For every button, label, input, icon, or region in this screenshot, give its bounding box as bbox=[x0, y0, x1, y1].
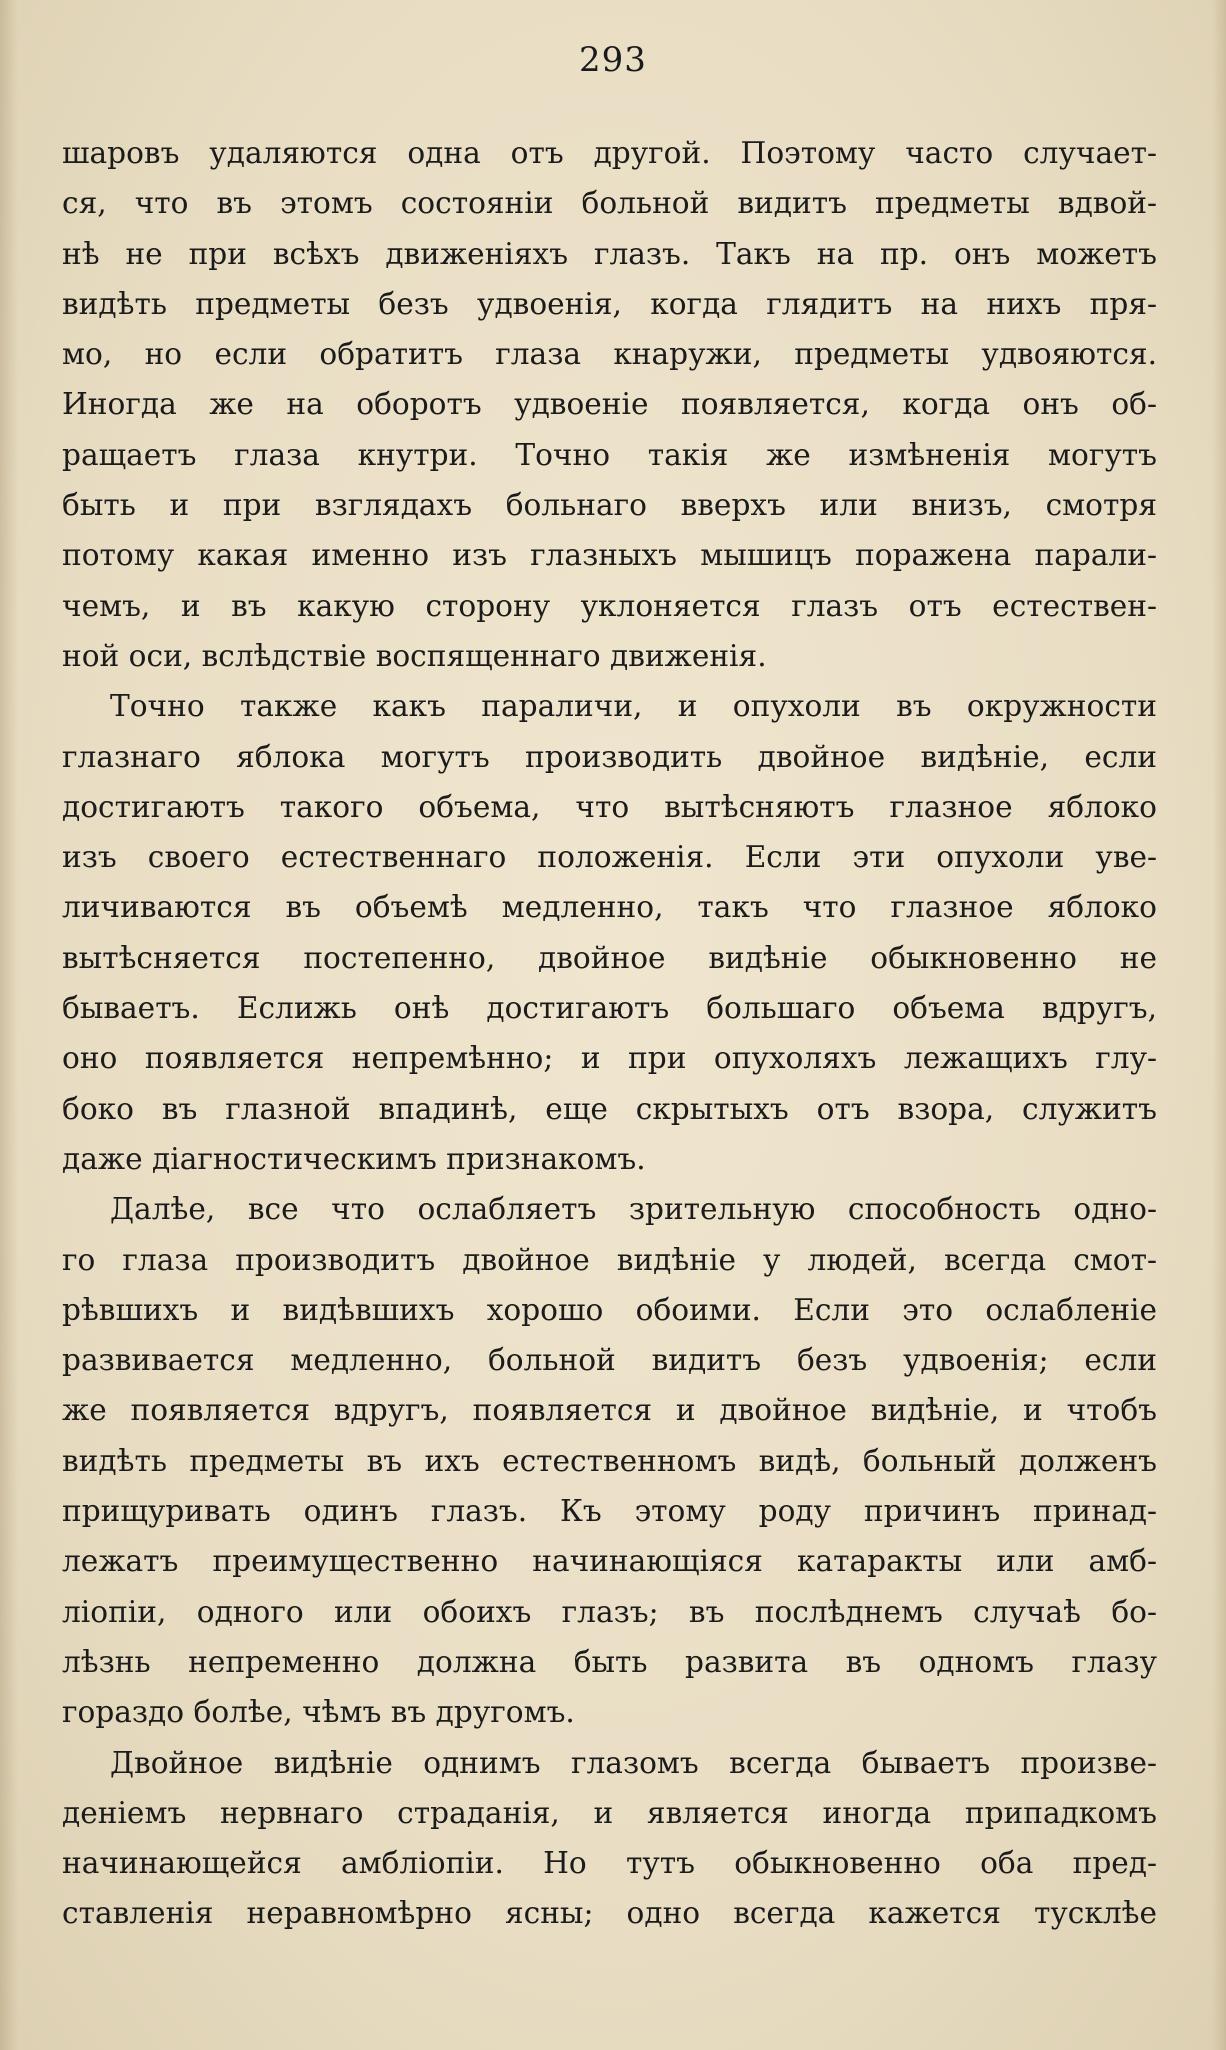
text-line: начинающейся амбліопіи. Но тутъ обыкновенно оба пред- bbox=[62, 1846, 1157, 1881]
text-line: оно появляется непремѣнно; и при опухоляхъ лежащихъ глу- bbox=[62, 1041, 1157, 1076]
text-line: Точно также какъ параличи, и опухоли въ окружности bbox=[110, 689, 1157, 724]
text-line: даже діагностическимъ признакомъ. bbox=[62, 1141, 646, 1176]
text-line: чемъ, и въ какую сторону уклоняется глазъ отъ естествен- bbox=[62, 588, 1157, 623]
page-edge-shadow bbox=[1212, 0, 1226, 2050]
text-line: лѣзнь непременно должна быть развита въ одномъ глазу bbox=[62, 1644, 1157, 1679]
text-line: Двойное видѣніе однимъ глазомъ всегда бываетъ произве- bbox=[110, 1745, 1157, 1780]
text-line: личиваются въ объемѣ медленно, такъ что глазное яблоко bbox=[62, 890, 1157, 925]
paragraph bbox=[62, 1738, 1157, 1939]
text-line: шаровъ удаляются одна отъ другой. Поэтому часто случает- bbox=[62, 136, 1157, 170]
text-line: же появляется вдругъ, появляется и двойное видѣніе, и чтобъ bbox=[62, 1393, 1157, 1428]
paragraph bbox=[62, 128, 1157, 681]
text-line: Далѣе, все что ослабляетъ зрительную способность одно- bbox=[110, 1192, 1157, 1227]
text-line: глазнаго яблока могутъ производить двойное видѣніе, если bbox=[62, 739, 1157, 774]
text-line: изъ своего естественнаго положенія. Если эти опухоли уве- bbox=[62, 840, 1157, 875]
text-line: потому какая именно изъ глазныхъ мышицъ поражена парали- bbox=[62, 538, 1157, 573]
text-line: ращаетъ глаза кнутри. Точно такія же измѣненія могутъ bbox=[62, 437, 1157, 472]
text-line: бываетъ. Еслижь онѣ достигаютъ большаго объема вдругъ, bbox=[62, 991, 1157, 1026]
paragraph bbox=[62, 681, 1157, 1184]
text-line: ся, что въ этомъ состояніи больной видитъ предметы вдвой- bbox=[62, 186, 1157, 221]
text-line: нѣ не при всѣхъ движеніяхъ глазъ. Такъ на пр. онъ можетъ bbox=[62, 236, 1157, 271]
text-line: ліопіи, одного или обоихъ глазъ; въ послѣднемъ случаѣ бо- bbox=[62, 1594, 1157, 1629]
text-line: лежатъ преимущественно начинающіяся катаракты или амб- bbox=[62, 1544, 1157, 1579]
page-number: 293 bbox=[579, 40, 647, 80]
text-line: ставленія неравномѣрно ясны; одно всегда кажется тусклѣе bbox=[62, 1896, 1157, 1931]
text-line: гораздо болѣе, чѣмъ въ другомъ. bbox=[62, 1695, 575, 1730]
text-line: видѣть предметы безъ удвоенія, когда глядитъ на нихъ пря- bbox=[62, 286, 1157, 321]
text-line: прищуривать одинъ глазъ. Къ этому роду причинъ принад- bbox=[62, 1494, 1157, 1529]
text-line: рѣвшихъ и видѣвшихъ хорошо обоими. Если это ослабленіе bbox=[62, 1292, 1157, 1327]
paragraph bbox=[62, 1184, 1157, 1737]
text-line: боко въ глазной впадинѣ, еще скрытыхъ отъ взора, служитъ bbox=[62, 1091, 1157, 1126]
text-line: видѣть предметы въ ихъ естественномъ видѣ, больный долженъ bbox=[62, 1443, 1157, 1478]
text-line: го глаза производитъ двойное видѣніе у людей, всегда смот- bbox=[62, 1242, 1157, 1277]
body-text bbox=[62, 128, 1157, 1939]
page-edge-shadow bbox=[0, 0, 18, 2050]
text-line: мо, но если обратитъ глаза кнаружи, предметы удвояются. bbox=[62, 337, 1157, 372]
text-line: достигаютъ такого объема, что вытѣсняютъ глазное яблоко bbox=[62, 789, 1157, 824]
text-line: ной оси, вслѣдствіе воспященнаго движенія. bbox=[62, 638, 767, 673]
text-line: Иногда же на оборотъ удвоеніе появляется, когда онъ об- bbox=[62, 387, 1157, 422]
text-line: быть и при взглядахъ больнаго вверхъ или внизъ, смотря bbox=[62, 488, 1157, 523]
text-line: деніемъ нервнаго страданія, и является иногда припадкомъ bbox=[62, 1795, 1157, 1830]
text-line: развивается медленно, больной видитъ безъ удвоенія; если bbox=[62, 1343, 1157, 1378]
text-line: вытѣсняется постепенно, двойное видѣніе обыкновенно не bbox=[62, 940, 1157, 975]
